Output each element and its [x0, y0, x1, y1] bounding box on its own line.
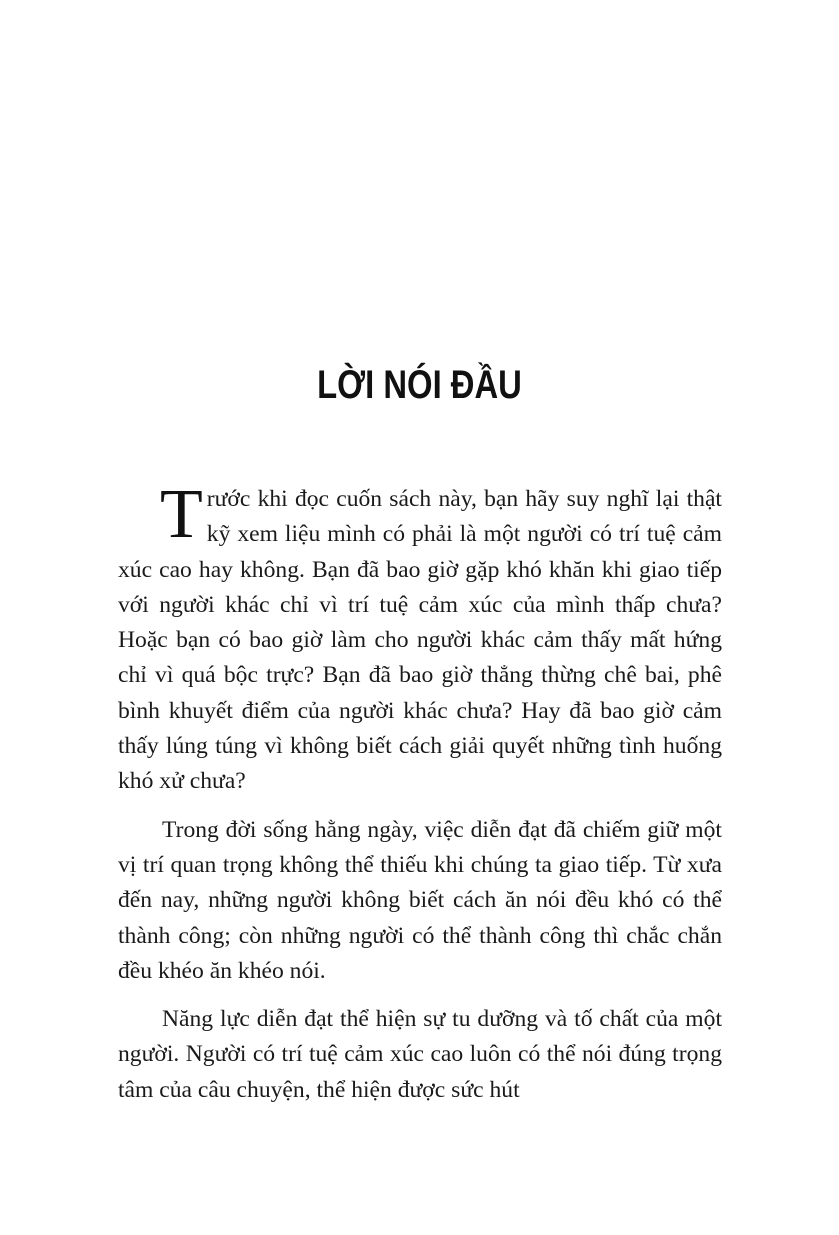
paragraph-1 — [118, 476, 722, 800]
paragraph-1-text: rước khi đọc cuốn sách này, bạn hãy suy nghĩ lại thật kỹ xem liệu mình có phải là một người có trí tuệ cảm xúc cao hay không. Bạn đã bao giờ gặp khó khăn khi giao tiếp với người khác chỉ vì trí tuệ cảm xúc của mình thấp chưa? Hoặc bạn có bao giờ làm cho người khác cảm thấy mất hứng chỉ vì quá bộc trực? Bạn đã bao giờ thẳng thừng chê bai, phê bình khuyết điểm của người khác chưa? Hay đã bao giờ cảm thấy lúng túng vì không biết cách giải quyết những tình huống khó xử chưa? — [118, 486, 722, 795]
paragraph-2: Trong đời sống hằng ngày, việc diễn đạt đã chiếm giữ một vị trí quan trọng không thể thiếu khi chúng ta giao tiếp. Từ xưa đến nay, những người không biết cách ăn nói đều khó có thể thành công; còn những người có thể thành công thì chắc chắn đều khéo ăn khéo nói. — [118, 816, 722, 984]
drop-cap: T — [160, 476, 203, 553]
paragraph-3: Năng lực diễn đạt thể hiện sự tu dưỡng và tố chất của một người. Người có trí tuệ cảm xúc cao luôn có thể nói đúng trọng tâm của câu chuyện, thể hiện được sức hút — [118, 1006, 722, 1103]
body-text — [118, 476, 722, 1108]
chapter-title: LỜI NÓI ĐẦU — [317, 362, 522, 407]
